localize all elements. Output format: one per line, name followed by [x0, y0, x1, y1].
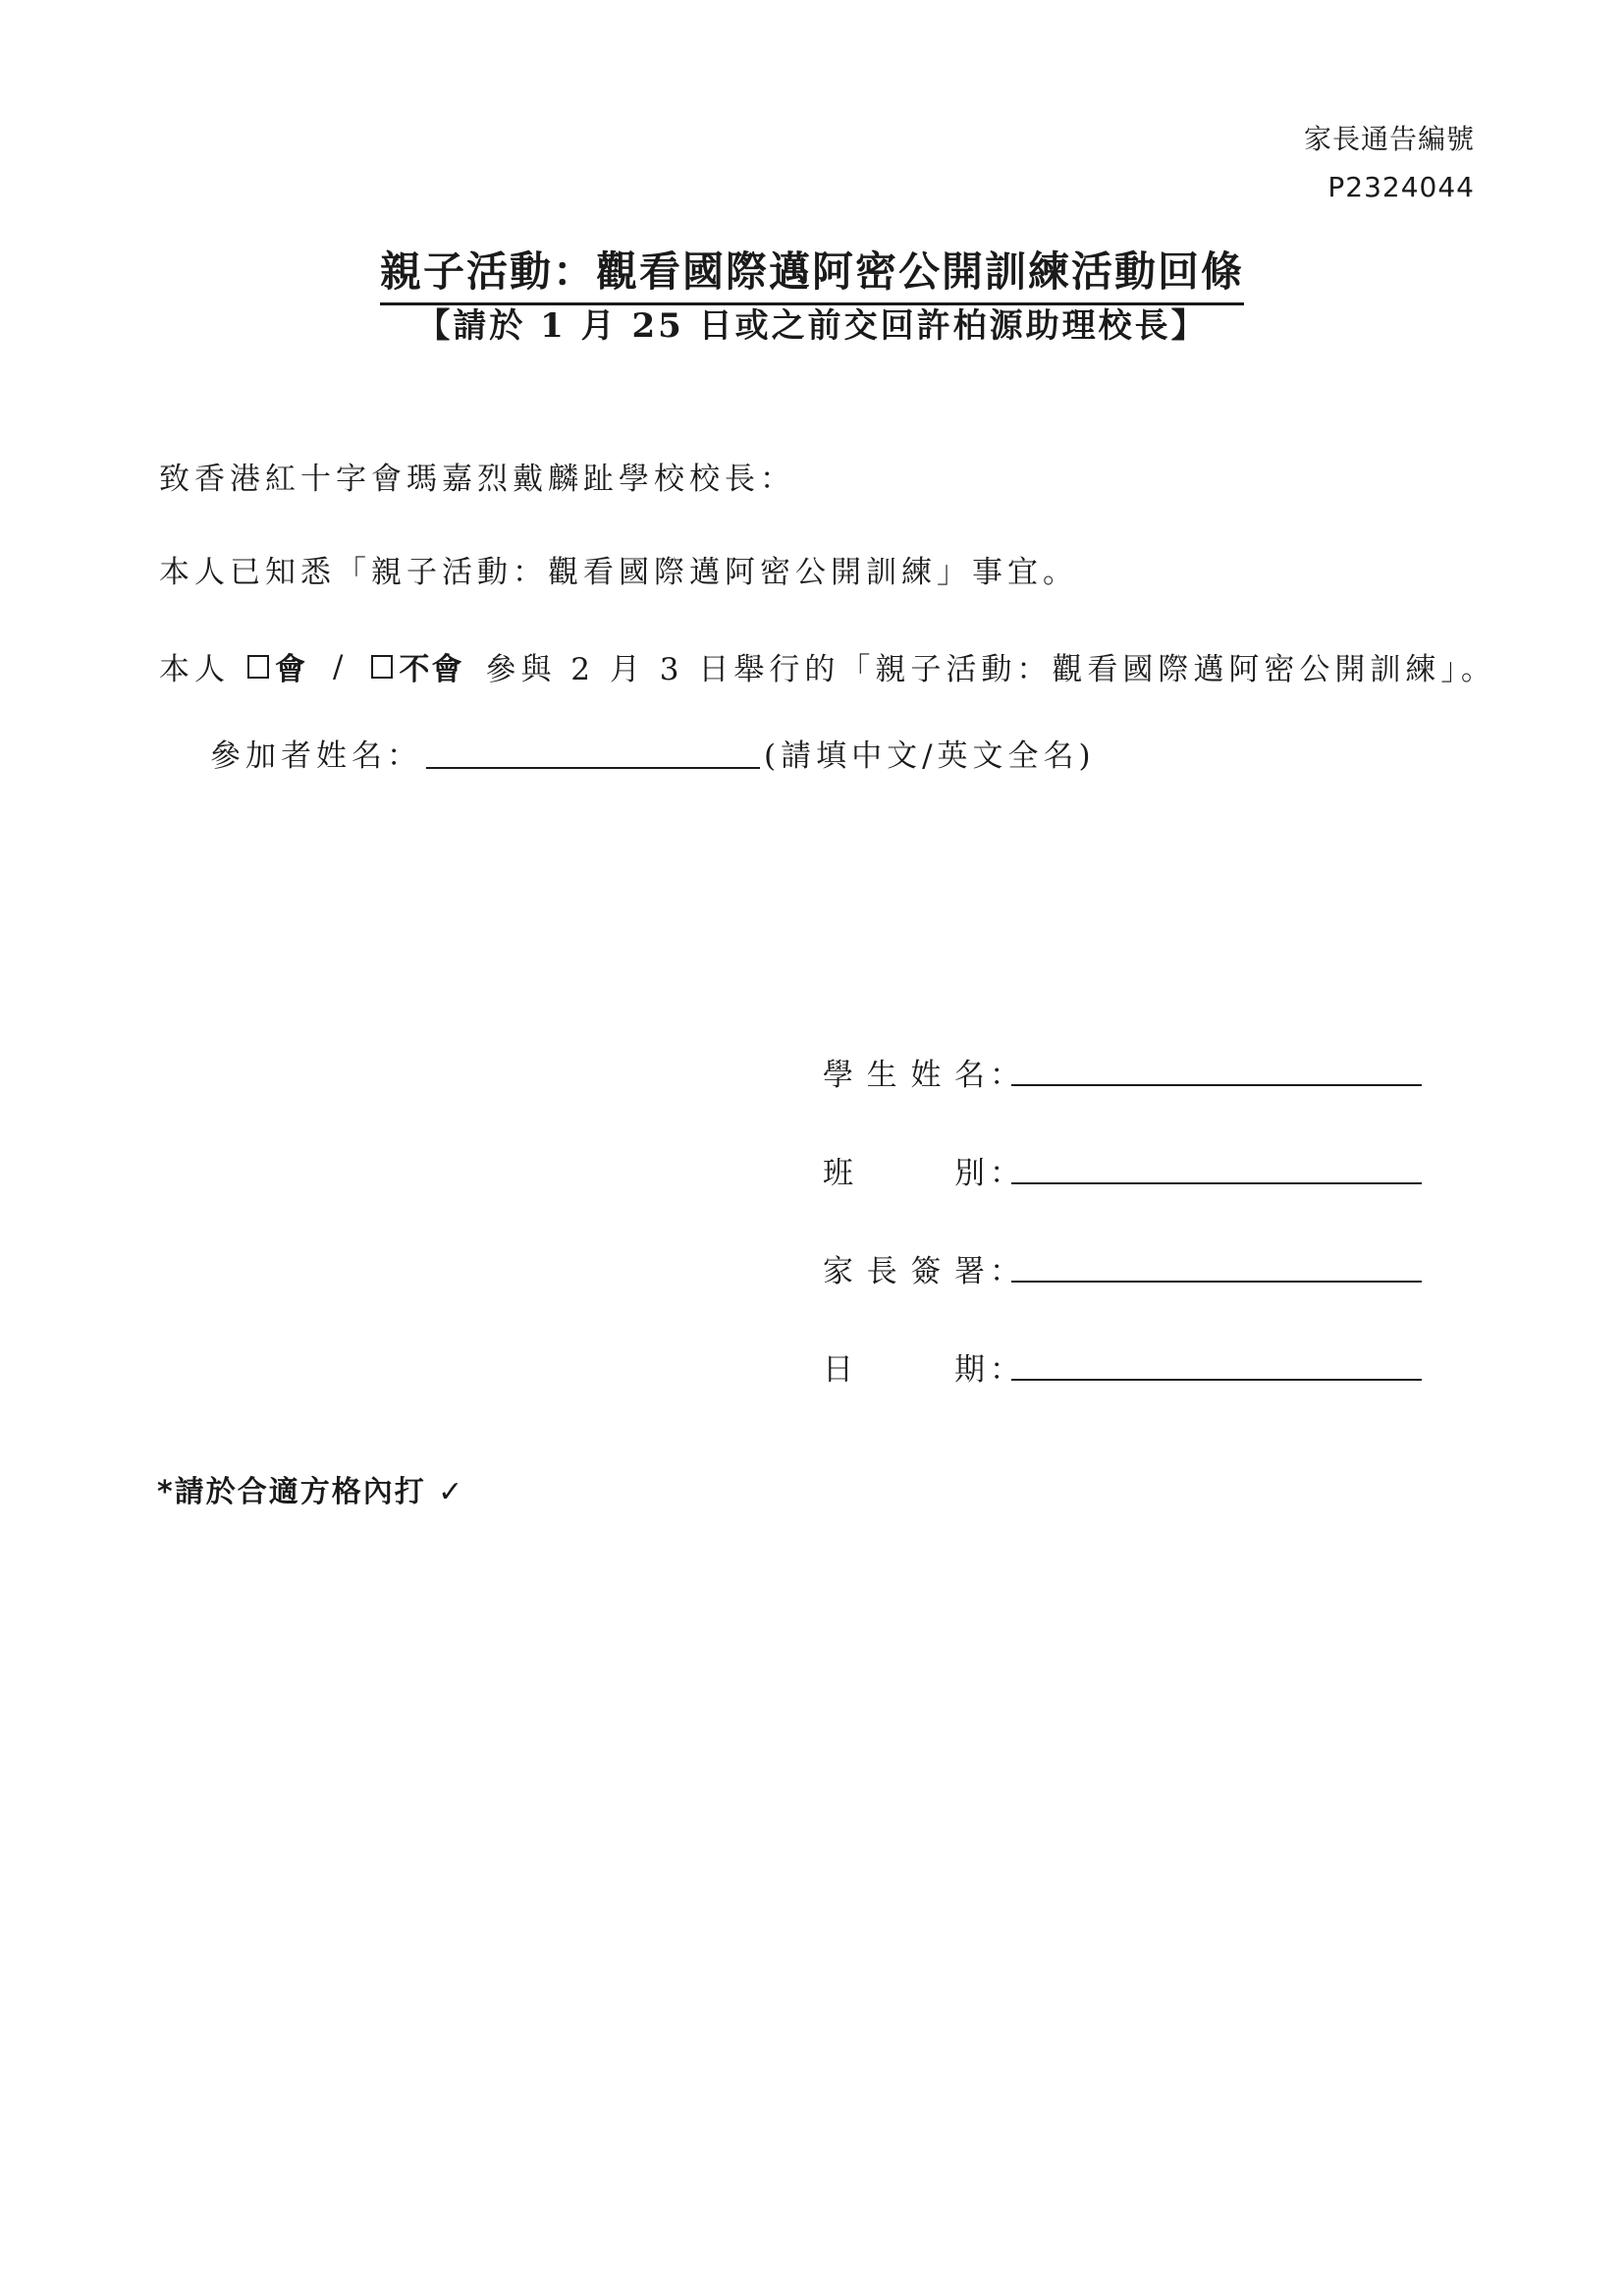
class-field[interactable]: [1011, 1149, 1422, 1184]
attend-prefix: 本人: [159, 652, 230, 687]
option-separator: /: [333, 648, 349, 684]
student-name-field[interactable]: [1011, 1051, 1422, 1086]
colon: ：: [990, 1254, 1025, 1289]
attendance-statement: [159, 644, 1496, 688]
checkbox-instruction: *請於合適方格內打 ✓: [157, 1475, 465, 1509]
addressee-line: 致香港紅十字會瑪嘉烈戴麟趾學校校長：: [159, 462, 795, 497]
parent-signature-field[interactable]: [1011, 1247, 1422, 1283]
student-name-label: 學生姓名: [823, 1058, 990, 1093]
parent-signature-row: [823, 1192, 1426, 1290]
notice-number-label: 家長通告編號: [1303, 123, 1475, 155]
colon: ：: [990, 1352, 1025, 1388]
colon: ：: [990, 1058, 1025, 1093]
signature-block: [823, 996, 1426, 1389]
participant-name-hint: (請填中文/英文全名): [764, 738, 1096, 774]
acknowledge-statement: 本人已知悉「親子活動：觀看國際邁阿密公開訓練」事宜。: [159, 555, 1078, 590]
student-name-row: [823, 996, 1426, 1094]
parent-signature-label: 家長簽署: [823, 1254, 990, 1289]
return-deadline: 【請於 1 月 25 日或之前交回許柏源助理校長】: [416, 306, 1208, 346]
colon: ：: [990, 1156, 1025, 1191]
participant-name-row: [210, 731, 1096, 775]
checkbox-will-not-attend[interactable]: [371, 655, 393, 679]
participant-name-field[interactable]: [426, 734, 760, 769]
date-row: [823, 1290, 1426, 1389]
date-label: 日 期: [823, 1352, 990, 1388]
checkbox-will-attend[interactable]: [247, 655, 269, 679]
participant-name-label: 參加者姓名：: [210, 738, 422, 774]
class-label: 班 別: [823, 1156, 990, 1191]
form-title-text: 親子活動：觀看國際邁阿密公開訓練活動回條: [380, 240, 1244, 305]
date-field[interactable]: [1011, 1345, 1422, 1381]
notice-number: P2324044: [1327, 171, 1475, 203]
form-title: [0, 240, 1624, 305]
option-will-not-attend-label: 不會: [399, 652, 464, 687]
option-will-attend-label: 會: [275, 652, 307, 687]
attend-suffix: 參與 2 月 3 日舉行的「親子活動：觀看國際邁阿密公開訓練」。: [485, 652, 1496, 687]
class-row: [823, 1094, 1426, 1192]
